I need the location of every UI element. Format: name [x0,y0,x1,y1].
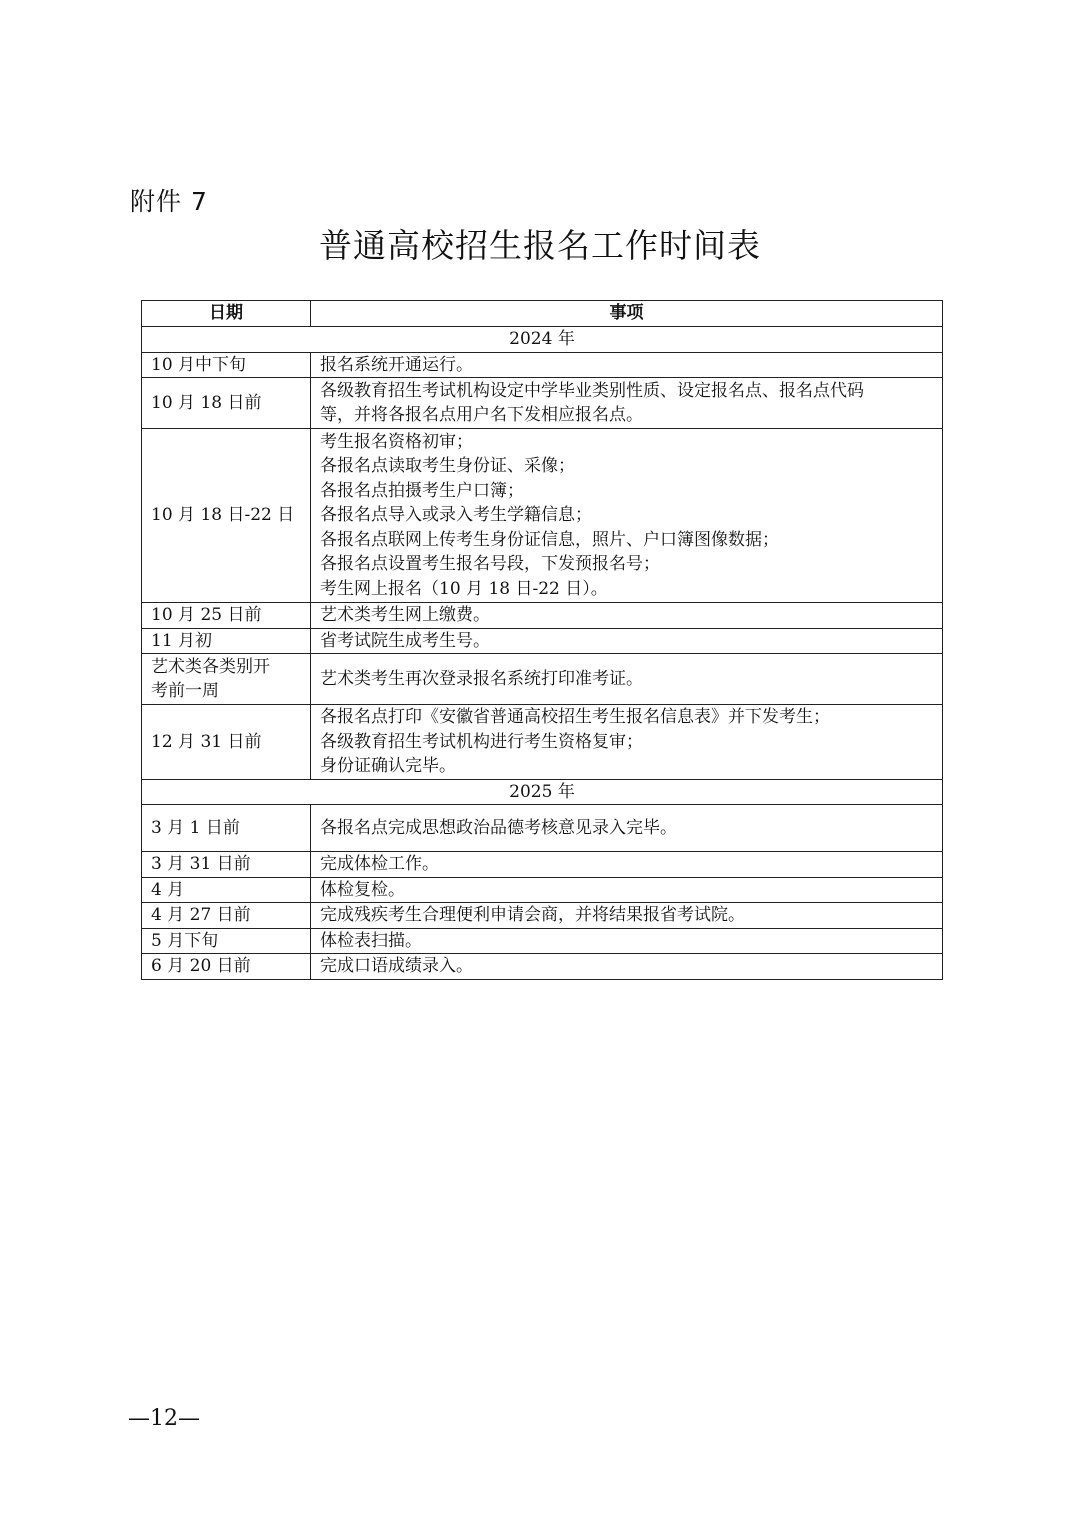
matter-line: 各报名点打印《安徽省普通高校招生考生报名信息表》并下发考生； [320,707,830,727]
matter-line: 各报名点设置考生报名号段，下发预报名号； [320,554,660,575]
table-header-row [142,301,943,327]
matter-line: 考生网上报名（10 月 18 日-22 日）。 [320,578,608,599]
table-row [142,877,943,903]
table-row [142,805,943,852]
matter-line: 各级教育招生考试机构设定中学毕业类别性质、设定报名点、报名点代码 [320,380,864,401]
table-row [142,903,943,929]
matter-line: 体检表扫描。 [320,930,422,951]
table-row [142,378,943,429]
schedule-table [141,300,943,980]
year-row-2024 [142,327,943,353]
header-matter: 事项 [311,301,943,327]
matter-line: 各报名点读取考生身份证、采像； [320,456,575,477]
matter-line: 报名系统开通运行。 [320,354,473,375]
matter-line: 省考试院生成考生号。 [320,630,490,651]
date-cell: 12 月 31 日前 [142,705,311,780]
matter-cell [311,903,943,929]
date-cell: 11 月初 [142,628,311,654]
date-cell: 3 月 1 日前 [142,805,311,852]
matter-cell [311,877,943,903]
header-date: 日期 [142,301,311,327]
matter-cell [311,603,943,629]
matter-line: 考生报名资格初审； [320,431,473,452]
date-cell: 10 月 18 日-22 日 [142,429,311,603]
table-row [142,352,943,378]
table-row [142,603,943,629]
document-title: 普通高校招生报名工作时间表 [319,226,761,265]
date-cell: 4 月 [142,877,311,903]
date-cell: 10 月中下旬 [142,352,311,378]
date-cell: 10 月 18 日前 [142,378,311,429]
matter-cell [311,928,943,954]
matter-line: 完成口语成绩录入。 [320,956,473,976]
date-cell: 6 月 20 日前 [142,954,311,980]
matter-line: 各报名点导入或录入考生学籍信息； [320,505,592,526]
date-cell [142,654,311,705]
matter-line: 完成残疾考生合理便利申请会商，并将结果报省考试院。 [320,905,745,925]
matter-cell [311,352,943,378]
matter-line: 身份证确认完毕。 [320,756,456,776]
year-label: 2025 年 [142,779,943,805]
matter-cell [311,705,943,780]
date-cell: 4 月 27 日前 [142,903,311,929]
date-line: 艺术类各类别开 [151,656,270,677]
year-label: 2024 年 [142,327,943,353]
matter-line: 艺术类考生网上缴费。 [320,605,490,625]
matter-line: 各报名点完成思想政治品德考核意见录入完毕。 [320,817,677,838]
matter-cell [311,852,943,878]
matter-cell [311,805,943,852]
page-number: —12— [128,1406,200,1431]
matter-line: 等，并将各报名点用户名下发相应报名点。 [320,405,643,425]
table-row [142,429,943,603]
matter-cell [311,954,943,980]
matter-line: 各报名点拍摄考生户口簿； [320,480,524,501]
matter-line: 艺术类考生再次登录报名系统打印准考证。 [320,668,643,689]
matter-cell [311,654,943,705]
matter-cell [311,378,943,429]
date-line: 考前一周 [151,681,219,701]
matter-line: 各报名点联网上传考生身份证信息，照片、户口簿图像数据； [320,529,779,550]
table-row [142,705,943,780]
date-cell: 10 月 25 日前 [142,603,311,629]
matter-line: 各级教育招生考试机构进行考生资格复审； [320,731,643,752]
matter-cell [311,628,943,654]
date-cell: 3 月 31 日前 [142,852,311,878]
matter-line: 体检复检。 [320,879,405,900]
table-row [142,628,943,654]
attachment-label: 附件 7 [130,187,208,216]
matter-line: 完成体检工作。 [320,854,439,874]
year-row-2025 [142,779,943,805]
date-cell: 5 月下旬 [142,928,311,954]
matter-cell [311,429,943,603]
table-row [142,954,943,980]
table-row [142,852,943,878]
table-row [142,928,943,954]
table-row [142,654,943,705]
